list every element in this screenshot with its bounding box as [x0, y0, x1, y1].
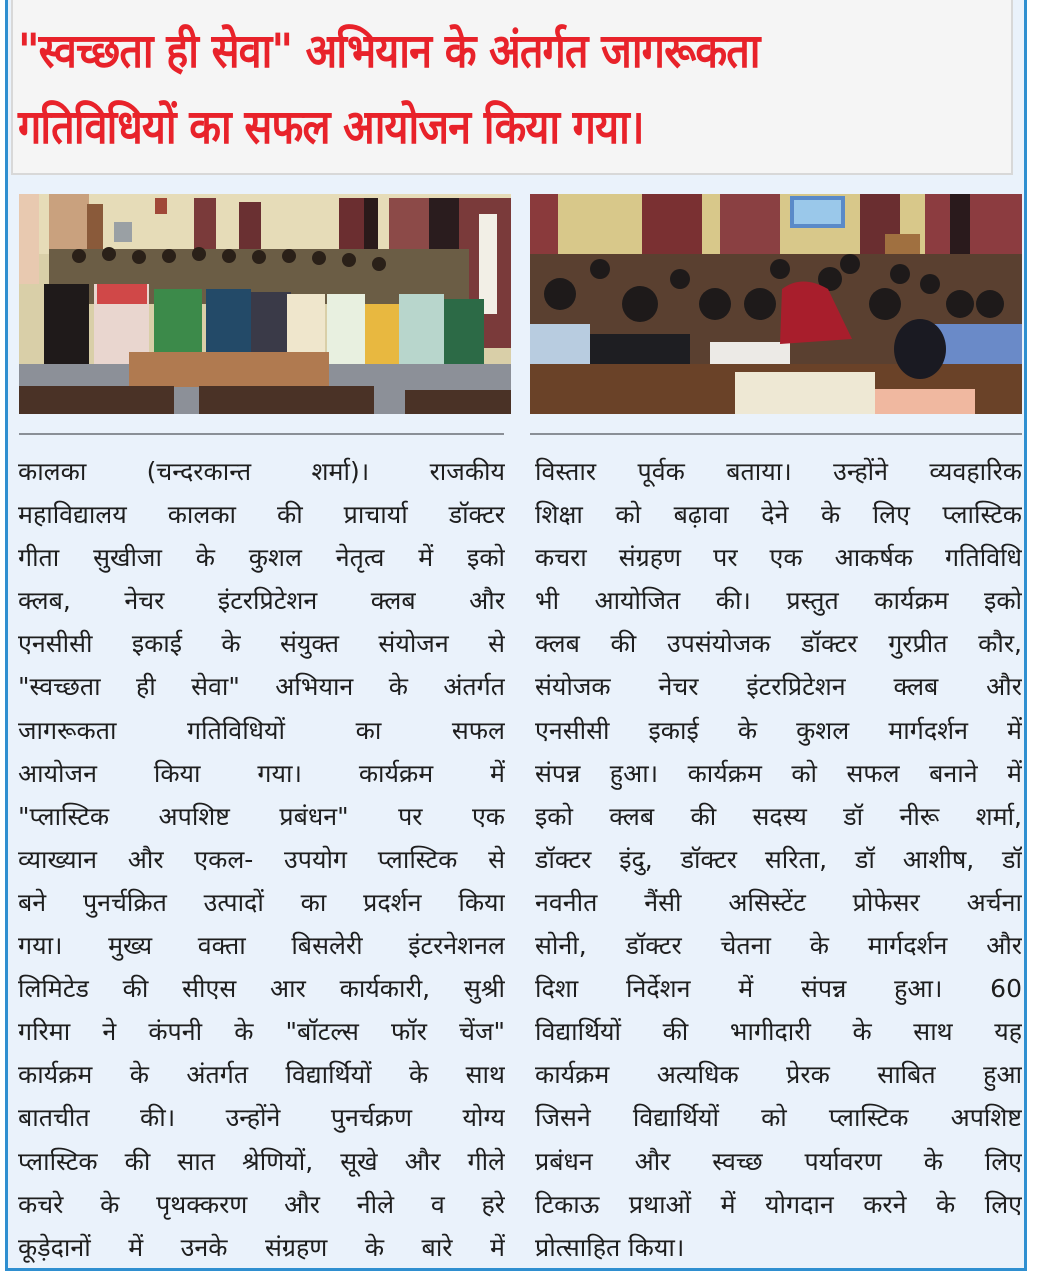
headline-line-2: गतिविधियों का सफल आयोजन किया गया।: [18, 100, 644, 155]
body-line: प्रोत्साहित किया।: [535, 1232, 685, 1262]
divider-right: [530, 433, 1022, 435]
body-line: जागरूकता गतिविधियों का सफल: [18, 715, 505, 745]
article-column-right: [535, 450, 1022, 1269]
body-line: कूड़ेदानों में उनके संग्रहण के बारे में: [18, 1232, 505, 1262]
body-line: सोनी, डॉक्टर चेतना के मार्गदर्शन और: [535, 931, 1022, 961]
body-line: गीता सुखीजा के कुशल नेतृत्व में इको: [18, 543, 505, 573]
body-line: व्याख्यान और एकल- उपयोग प्लास्टिक से: [18, 844, 505, 874]
body-line: कचरे के पृथक्करण और नीले व हरे: [18, 1189, 505, 1219]
body-line: एनसीसी इकाई के संयुक्त संयोजन से: [18, 629, 505, 659]
body-line: क्लब की उपसंयोजक डॉक्टर गुरप्रीत कौर,: [535, 629, 1022, 659]
body-line: एनसीसी इकाई के कुशल मार्गदर्शन में: [535, 715, 1022, 745]
body-line: आयोजन किया गया। कार्यक्रम में: [18, 758, 505, 788]
photo-image: [19, 194, 511, 414]
body-line: बातचीत की। उन्होंने पुनर्चक्रण योग्य: [18, 1103, 505, 1133]
body-line: शिक्षा को बढ़ावा देने के लिए प्लास्टिक: [535, 500, 1022, 530]
photo-image: [530, 194, 1022, 414]
body-line: प्रबंधन और स्वच्छ पर्यावरण के लिए: [535, 1146, 1022, 1176]
body-line: महाविद्यालय कालका की प्राचार्या डॉक्टर: [18, 500, 505, 530]
body-line: कार्यक्रम के अंतर्गत विद्यार्थियों के साथ: [18, 1060, 505, 1090]
body-line: कचरा संग्रहण पर एक आकर्षक गतिविधि: [535, 543, 1022, 573]
headline-line-1: "स्वच्छता ही सेवा" अभियान के अंतर्गत जागरूकता: [18, 24, 760, 79]
body-line: विस्तार पूर्वक बताया। उन्होंने व्यवहारिक: [535, 457, 1022, 486]
body-line: प्लास्टिक की सात श्रेणियों, सूखे और गीले: [18, 1146, 505, 1176]
body-line: क्लब, नेचर इंटरप्रिटेशन क्लब और: [18, 586, 505, 616]
body-line: भी आयोजित की। प्रस्तुत कार्यक्रम इको: [535, 586, 1022, 616]
body-line: बने पुनर्चक्रित उत्पादों का प्रदर्शन किया: [18, 887, 505, 917]
body-line: नवनीत नैंसी असिस्टेंट प्रोफेसर अर्चना: [535, 887, 1022, 917]
body-line: कालका (चन्दरकान्त शर्मा)। राजकीय: [18, 457, 505, 486]
body-line: डॉक्टर इंदु, डॉक्टर सरिता, डॉ आशीष, डॉ: [535, 844, 1022, 874]
photo-faculty-seated: [19, 194, 511, 414]
divider-left: [19, 433, 504, 435]
body-line: दिशा निर्देशन में संपन्न हुआ। 60: [535, 974, 1022, 1004]
body-line: टिकाऊ प्रथाओं में योगदान करने के लिए: [535, 1189, 1022, 1219]
body-line: संयोजक नेचर इंटरप्रिटेशन क्लब और: [535, 672, 1022, 702]
body-line: गया। मुख्य वक्ता बिसलेरी इंटरनेशनल: [18, 931, 505, 961]
body-line: लिमिटेड की सीएस आर कार्यकारी, सुश्री: [18, 974, 505, 1004]
body-line: "स्वच्छता ही सेवा" अभियान के अंतर्गत: [18, 672, 505, 702]
body-line: इको क्लब की सदस्य डॉ नीरू शर्मा,: [535, 801, 1022, 831]
body-line: गरिमा ने कंपनी के "बॉटल्स फॉर चेंज": [18, 1017, 505, 1047]
body-line: संपन्न हुआ। कार्यक्रम को सफल बनाने में: [535, 758, 1022, 788]
body-line: विद्यार्थियों की भागीदारी के साथ यह: [535, 1017, 1022, 1047]
headline: [18, 14, 889, 166]
body-line: "प्लास्टिक अपशिष्ट प्रबंधन" पर एक: [18, 801, 505, 831]
body-line: कार्यक्रम अत्यधिक प्रेरक साबित हुआ: [535, 1060, 1022, 1090]
body-line: जिसने विद्यार्थियों को प्लास्टिक अपशिष्ट: [535, 1103, 1022, 1133]
article-column-left: [18, 450, 505, 1269]
photo-lecture-audience: [530, 194, 1022, 414]
